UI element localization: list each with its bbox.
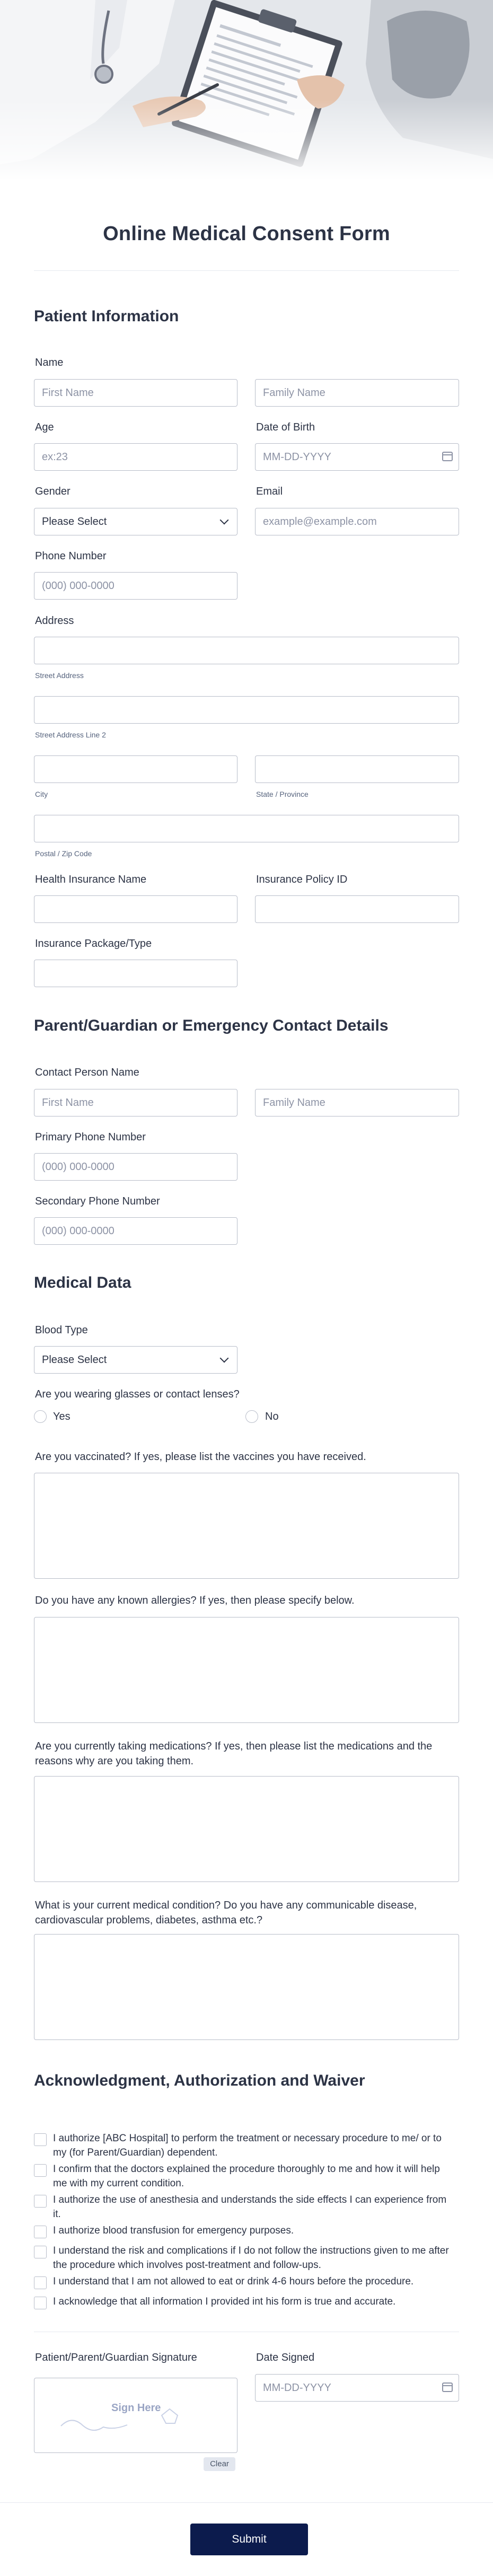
sign-here-text: Sign Here: [111, 2402, 161, 2414]
postal-code-sublabel: Postal / Zip Code: [35, 849, 92, 858]
postal-code-input[interactable]: [34, 815, 459, 842]
vaccinated-label: Are you vaccinated? If yes, please list the vaccines you have received.: [35, 1451, 366, 1463]
date-signed-field: [255, 2374, 459, 2402]
signature-label: Patient/Parent/Guardian Signature: [35, 2352, 197, 2363]
ack-item-2-label: I confirm that the doctors explained the procedure thoroughly to me and how it will help me with my current condition.: [53, 2164, 440, 2189]
ack-item-7-label: I acknowledge that all information I provided int his form is true and accurate.: [53, 2296, 396, 2307]
form-title: Online Medical Consent Form: [103, 223, 390, 245]
secondary-phone-label: Secondary Phone Number: [35, 1195, 160, 1207]
city-input[interactable]: [34, 755, 237, 783]
secondary-phone-input[interactable]: [34, 1217, 237, 1245]
hero-image: [0, 0, 493, 180]
ack-item-3-label: I authorize the use of anesthesia and understands the side effects I can experience from it.: [53, 2194, 447, 2220]
name-label: Name: [35, 357, 64, 368]
medications-textarea[interactable]: [34, 1776, 459, 1882]
allergies-textarea[interactable]: [34, 1617, 459, 1723]
insurance-package-label: Insurance Package/Type: [35, 938, 152, 949]
email-input[interactable]: [255, 508, 459, 535]
contact-first-name-input[interactable]: [34, 1089, 237, 1116]
contact-family-name-input[interactable]: [255, 1089, 459, 1116]
state-input[interactable]: [255, 755, 459, 783]
patient-section-title: Patient Information: [34, 307, 179, 325]
primary-phone-input[interactable]: [34, 1153, 237, 1181]
age-label: Age: [35, 421, 54, 433]
condition-textarea[interactable]: [34, 1934, 459, 2040]
ack-checkbox-2[interactable]: [34, 2164, 47, 2177]
gender-select[interactable]: [34, 508, 237, 535]
blood-type-select[interactable]: [34, 1346, 237, 1374]
signature-placeholder-art: [34, 2378, 238, 2454]
insurance-policy-input[interactable]: [255, 895, 459, 923]
blood-type-label: Blood Type: [35, 1324, 88, 1336]
ack-checkbox-3[interactable]: [34, 2195, 47, 2208]
insurance-package-input[interactable]: [34, 960, 237, 987]
guardian-section-title: Parent/Guardian or Emergency Contact Details: [34, 1017, 389, 1034]
city-sublabel: City: [35, 790, 48, 798]
dob-input[interactable]: [255, 443, 459, 471]
calendar-icon[interactable]: [442, 2382, 453, 2392]
gender-label: Gender: [35, 486, 71, 497]
ack-item-1-label: I authorize [ABC Hospital] to perform the treatment or necessary procedure to me/ or to my (for Parent/Guardian) dependent.: [53, 2133, 442, 2158]
family-name-input[interactable]: [255, 379, 459, 407]
insurance-policy-label: Insurance Policy ID: [256, 874, 348, 885]
street-address-input[interactable]: [34, 637, 459, 664]
blood-type-select-value: Please Select: [42, 1353, 107, 1366]
insurance-name-label: Health Insurance Name: [35, 874, 147, 885]
ack-item-4-label: I authorize blood transfusion for emergency purposes.: [53, 2225, 294, 2236]
chevron-down-icon: [220, 516, 229, 525]
ack-section-title: Acknowledgment, Authorization and Waiver: [34, 2072, 365, 2089]
primary-phone-label: Primary Phone Number: [35, 1131, 146, 1143]
signature-pad[interactable]: [34, 2378, 237, 2453]
date-signed-label: Date Signed: [256, 2352, 315, 2363]
glasses-yes-radio[interactable]: [34, 1410, 47, 1423]
phone-input[interactable]: [34, 572, 237, 600]
calendar-icon[interactable]: [442, 452, 453, 461]
ack-checkbox-4[interactable]: [34, 2226, 47, 2238]
first-name-input[interactable]: [34, 379, 237, 407]
ack-item-5-label: I understand the risk and complications if I do not follow the instructions given to me after the procedure which involves post-treatment and follow-ups.: [53, 2245, 449, 2271]
footer-divider: [0, 2502, 493, 2503]
clear-signature-button[interactable]: Clear: [204, 2457, 235, 2471]
email-label: Email: [256, 486, 283, 497]
dob-label: Date of Birth: [256, 421, 315, 433]
street-address-2-sublabel: Street Address Line 2: [35, 731, 106, 739]
ack-checkbox-5[interactable]: [34, 2246, 47, 2258]
contact-person-label: Contact Person Name: [35, 1067, 139, 1078]
ack-checkbox-7[interactable]: [34, 2297, 47, 2309]
medical-section-title: Medical Data: [34, 1274, 131, 1291]
address-label: Address: [35, 615, 74, 627]
ack-checkbox-1[interactable]: [34, 2133, 47, 2146]
street-address-sublabel: Street Address: [35, 671, 84, 680]
age-input[interactable]: [34, 443, 237, 471]
gender-select-value: Please Select: [42, 515, 107, 527]
insurance-name-input[interactable]: [34, 895, 237, 923]
glasses-label: Are you wearing glasses or contact lenses?: [35, 1388, 240, 1400]
street-address-2-input[interactable]: [34, 696, 459, 724]
glasses-no-radio[interactable]: [245, 1410, 258, 1423]
vaccinated-textarea[interactable]: [34, 1473, 459, 1579]
medications-label: Are you currently taking medications? If yes, then please list the medications and the reasons why are you taking them.: [35, 1740, 433, 1767]
doctor-clipboard-illustration: [0, 0, 493, 180]
phone-label: Phone Number: [35, 550, 107, 562]
allergies-label: Do you have any known allergies? If yes, then please specify below.: [35, 1595, 355, 1606]
ack-checkbox-6[interactable]: [34, 2276, 47, 2289]
submit-button[interactable]: Submit: [190, 2524, 308, 2555]
dob-field: [255, 443, 459, 471]
chevron-down-icon: [220, 1354, 229, 1363]
glasses-no-label: No: [265, 1411, 279, 1422]
condition-label: What is your current medical condition? Do you have any communicable disease, cardiovascular problems, diabetes, asthma etc.?: [35, 1900, 417, 1926]
ack-item-6-label: I understand that I am not allowed to eat or drink 4-6 hours before the procedure.: [53, 2276, 414, 2287]
date-signed-input[interactable]: [255, 2374, 459, 2402]
title-divider: [34, 270, 459, 271]
glasses-yes-label: Yes: [53, 1411, 71, 1422]
state-sublabel: State / Province: [256, 790, 309, 798]
